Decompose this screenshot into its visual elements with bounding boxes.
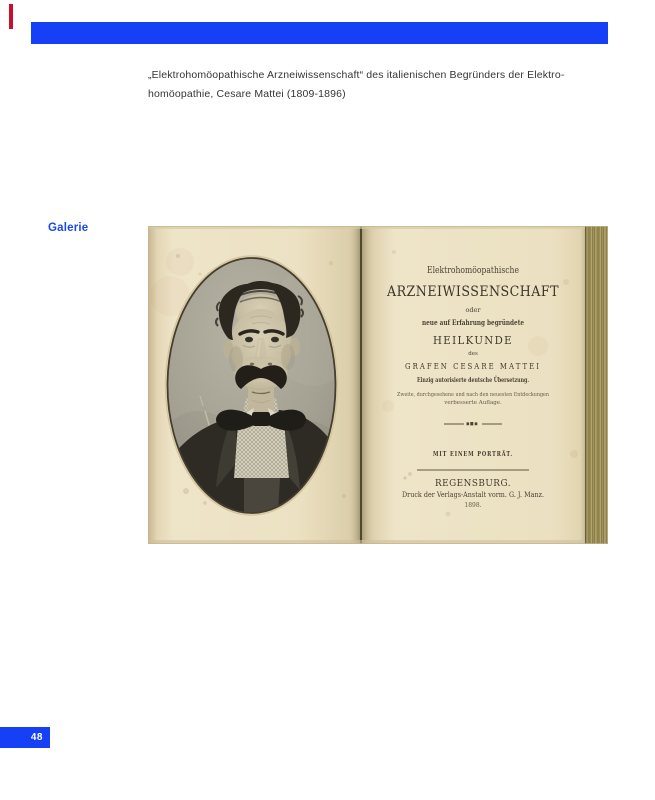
of-word: des — [468, 351, 478, 357]
checkered-shirt — [234, 422, 289, 478]
subject-line: HEILKUNDE — [433, 334, 513, 347]
author-line: GRAFEN CESARE MATTEI — [405, 362, 541, 372]
book-title: ARZNEIWISSENSCHAFT — [386, 284, 560, 300]
portrait-note: MIT EINEM PORTRÄT. — [433, 451, 513, 458]
left-page-edge-shade — [148, 226, 157, 544]
book-scan-figure — [148, 226, 608, 544]
caption-line-1: „Elektrohomöopathische Arzneiwissenschaft“ des italienischen Begründers der Elektro- — [148, 69, 565, 81]
red-registration-mark — [9, 4, 13, 29]
year-line: 1898. — [464, 502, 482, 509]
caption-line-2: homöopathie, Cesare Mattei (1809-1896) — [148, 87, 346, 100]
publisher-line: Druck der Verlags-Anstalt vorm. G. J. Manz. — [402, 491, 544, 499]
gallery-section-label: Galerie — [48, 222, 89, 234]
image-caption — [148, 66, 618, 103]
top-blue-bar — [31, 22, 608, 44]
translation-note: Einzig autorisierte deutsche Übersetzung. — [417, 376, 572, 384]
series-line: Elektrohomöopathische — [427, 266, 519, 276]
book-gutter — [348, 226, 376, 544]
page-number: 48 — [30, 732, 43, 743]
edition-line-1: Zweite, durchgesehene und nach den neuesten Entdeckungen — [397, 392, 550, 398]
edition-line-2: verbesserte Auflage. — [444, 400, 502, 406]
connector-word: oder — [465, 306, 481, 314]
subtitle-line: neue auf Erfahrung begründete — [422, 318, 525, 327]
page-number-badge — [0, 727, 50, 748]
book-fore-edge — [579, 226, 608, 544]
city-line: REGENSBURG. — [435, 479, 511, 489]
